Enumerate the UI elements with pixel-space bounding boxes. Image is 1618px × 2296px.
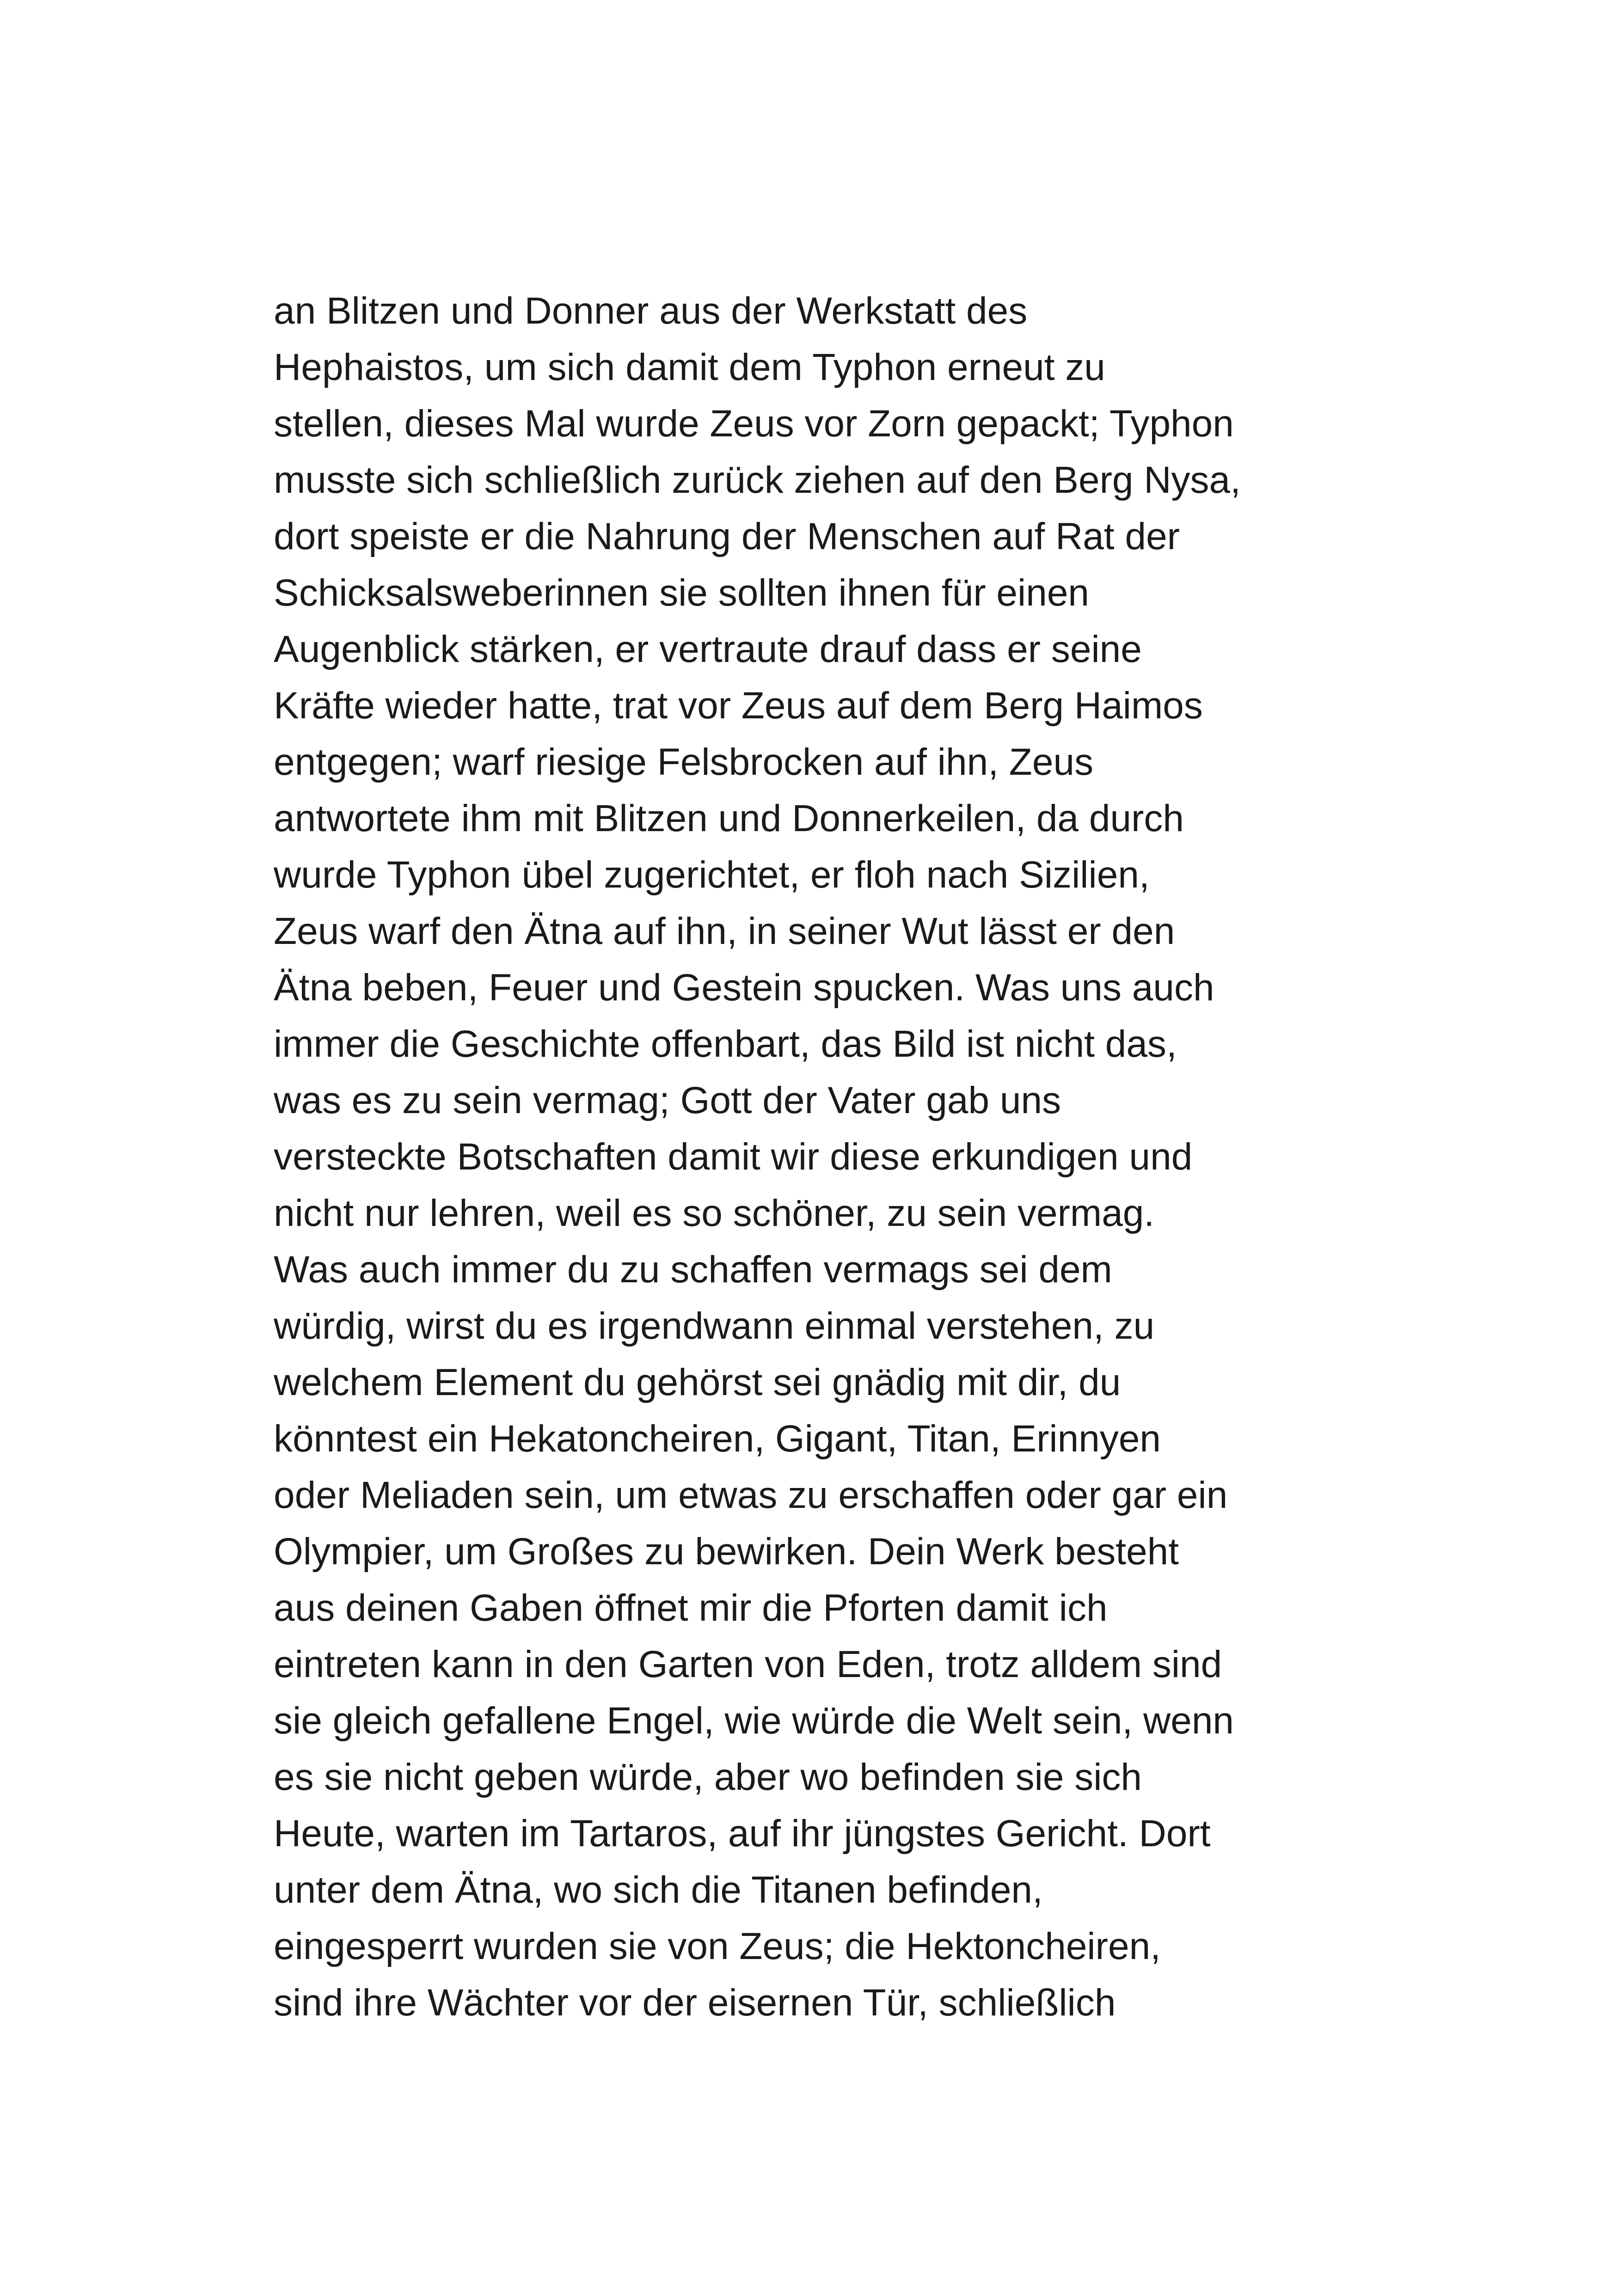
text-line: Zeus warf den Ätna auf ihn, in seiner Wut lässt er den: [274, 910, 1175, 952]
text-line: Was auch immer du zu schaffen vermags sei dem: [274, 1249, 1112, 1291]
text-line: immer die Geschichte offenbart, das Bild ist nicht das,: [274, 1023, 1177, 1065]
text-line: eingesperrt wurden sie von Zeus; die Hektoncheiren,: [274, 1925, 1161, 1967]
text-line: oder Meliaden sein, um etwas zu erschaffen oder gar ein: [274, 1474, 1228, 1516]
text-line: an Blitzen und Donner aus der Werkstatt des: [274, 290, 1028, 332]
text-line: könntest ein Hekatoncheiren, Gigant, Titan, Erinnyen: [274, 1418, 1161, 1460]
body-text: [274, 283, 1383, 2031]
text-line: eintreten kann in den Garten von Eden, trotz alldem sind: [274, 1643, 1222, 1685]
text-line: sind ihre Wächter vor der eisernen Tür, schließlich: [274, 1982, 1116, 2024]
text-line: entgegen; warf riesige Felsbrocken auf ihn, Zeus: [274, 741, 1094, 783]
text-line: musste sich schließlich zurück ziehen auf den Berg Nysa,: [274, 459, 1241, 501]
text-line: es sie nicht geben würde, aber wo befinden sie sich: [274, 1756, 1142, 1798]
text-line: versteckte Botschaften damit wir diese erkundigen und: [274, 1136, 1193, 1178]
text-line: Hephaistos, um sich damit dem Typhon erneut zu: [274, 346, 1105, 388]
text-line: stellen, dieses Mal wurde Zeus vor Zorn gepackt; Typhon: [274, 403, 1234, 445]
text-line: Heute, warten im Tartaros, auf ihr jüngstes Gericht. Dort: [274, 1812, 1211, 1855]
text-line: Ätna beben, Feuer und Gestein spucken. Was uns auch: [274, 967, 1214, 1009]
text-line: würdig, wirst du es irgendwann einmal verstehen, zu: [274, 1305, 1155, 1347]
text-line: nicht nur lehren, weil es so schöner, zu sein vermag.: [274, 1192, 1155, 1234]
text-line: Schicksalsweberinnen sie sollten ihnen für einen: [274, 572, 1090, 614]
text-line: welchem Element du gehörst sei gnädig mit dir, du: [274, 1361, 1121, 1403]
text-line: was es zu sein vermag; Gott der Vater gab uns: [274, 1079, 1061, 1121]
text-line: Kräfte wieder hatte, trat vor Zeus auf dem Berg Haimos: [274, 685, 1203, 727]
text-line: wurde Typhon übel zugerichtet, er floh nach Sizilien,: [274, 854, 1150, 896]
text-line: Olympier, um Großes zu bewirken. Dein Werk besteht: [274, 1531, 1179, 1573]
text-line: aus deinen Gaben öffnet mir die Pforten damit ich: [274, 1587, 1108, 1629]
text-line: Augenblick stärken, er vertraute drauf dass er seine: [274, 628, 1142, 670]
text-line: unter dem Ätna, wo sich die Titanen befinden,: [274, 1869, 1043, 1911]
text-line: antwortete ihm mit Blitzen und Donnerkeilen, da durch: [274, 797, 1184, 839]
text-line: dort speiste er die Nahrung der Menschen auf Rat der: [274, 515, 1180, 557]
text-line: sie gleich gefallene Engel, wie würde die Welt sein, wenn: [274, 1700, 1234, 1742]
